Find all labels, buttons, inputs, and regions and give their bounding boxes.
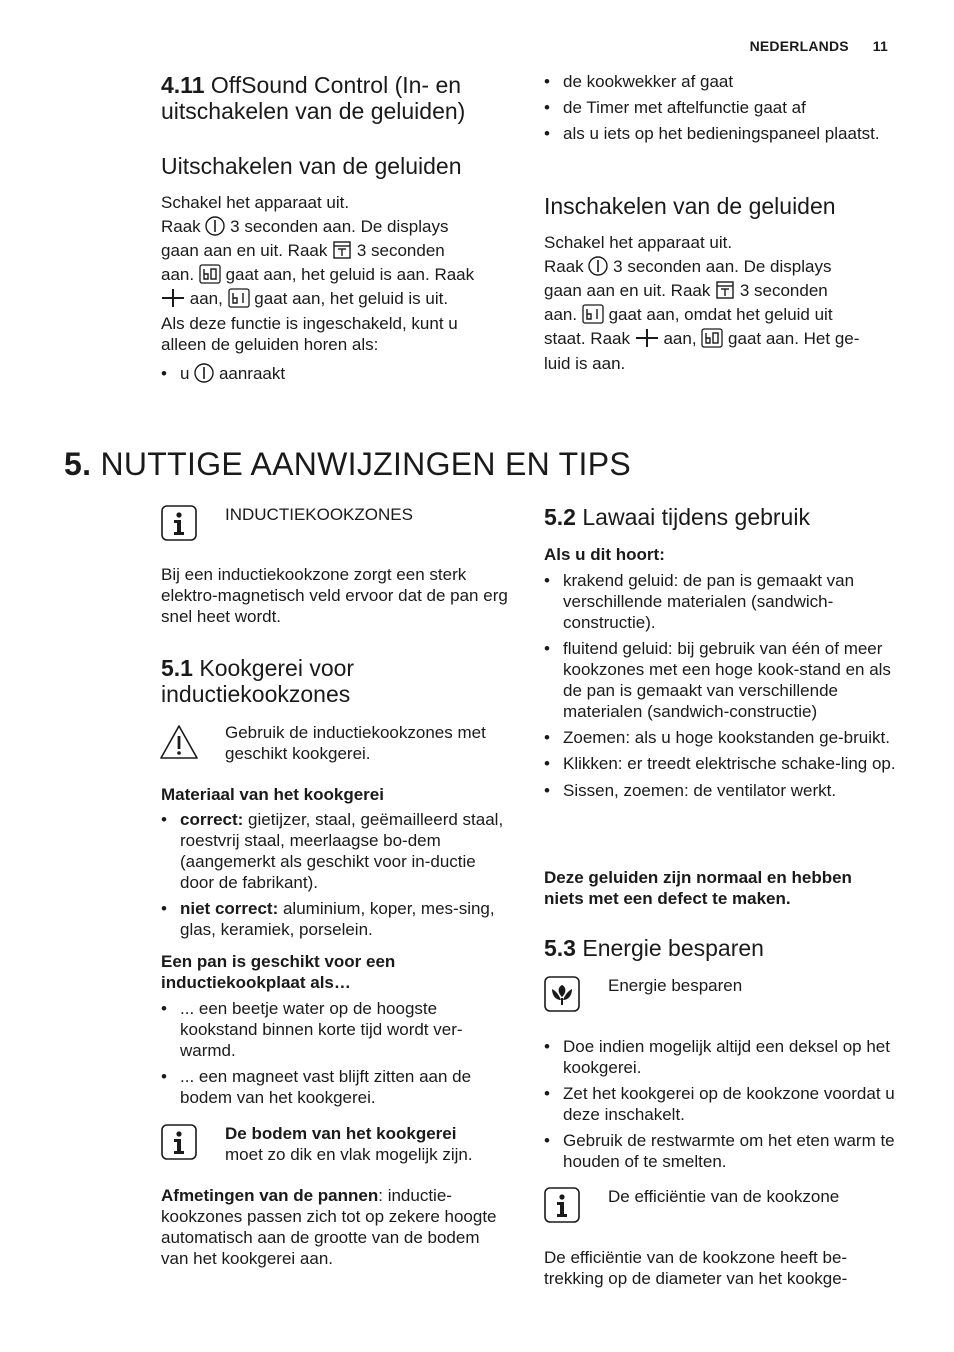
- subheading-sound-off: Uitschakelen van de geluiden: [161, 153, 462, 179]
- plus-icon: [635, 328, 659, 348]
- text-line: aan. gaat aan, omdat het geluid uit: [544, 305, 833, 324]
- section-5-1: [161, 655, 513, 707]
- power-icon: [588, 256, 608, 276]
- list-item: • u aanraakt: [161, 363, 521, 384]
- text-line: staat. Raak aan, gaat aan. Het ge-: [544, 329, 860, 348]
- efficiency-text: De efficiëntie van de kookzone heeft be-trekking op de diameter van het kookge-: [544, 1248, 848, 1288]
- header-language: NEDERLANDS: [749, 38, 849, 54]
- list-item: • Sissen, zoemen: de ventilator werkt.: [544, 780, 896, 801]
- text-line: alleen de geluiden horen als:: [161, 335, 379, 354]
- list-item: • fluitend geluid: bij gebruik van één of meer kookzones met een hoge kook-stand en als de pan is gemaakt van verschillende materialen (sandwich-constructie): [544, 638, 896, 722]
- list-item: • krakend geluid: de pan is gemaakt van verschillende materialen (sandwich-constructie).: [544, 570, 896, 633]
- warning-icon: [159, 724, 199, 760]
- info-icon: [544, 1187, 580, 1223]
- efficiency-label: De efficiëntie van de kookzone: [608, 1187, 840, 1206]
- power-icon: [205, 216, 225, 236]
- chapter-5: [64, 446, 894, 483]
- text-line: aan, gaat aan, het geluid is uit.: [161, 287, 521, 311]
- sound-off-bullets: [161, 363, 521, 389]
- warning-text: Gebruik de inductiekookzones met geschikt kookgerei.: [225, 723, 486, 763]
- pan-dimensions-text: Afmetingen van de pannen: inductie-kookzones passen zich tot op zekere hoogte automatisch aan de grootte van de bodem van het kookgerei aan.: [161, 1186, 497, 1268]
- list-item: • Gebruik de restwarmte om het eten warm te houden of te smelten.: [544, 1130, 896, 1172]
- text-line: gaan aan en uit. Raak 3 seconden: [161, 241, 445, 260]
- sound-off-condition: [161, 313, 521, 355]
- eco-label: Energie besparen: [608, 976, 743, 995]
- display-sound-on-icon: [199, 264, 221, 284]
- text-line: Raak 3 seconden aan. De displays: [544, 257, 832, 276]
- list-item: • als u iets op het bedieningspaneel plaatst.: [544, 123, 894, 144]
- noise-heading: Als u dit hoort:: [544, 545, 665, 564]
- section-5-2: [544, 504, 894, 530]
- section-5-1-heading: [161, 655, 513, 707]
- info-bottom-text: De bodem van het kookgerei moet zo dik en vlak mogelijk zijn.: [225, 1124, 473, 1164]
- text-line: aan. gaat aan, het geluid is aan. Raak: [161, 265, 475, 284]
- energy-list: [544, 1036, 896, 1177]
- sound-off-text: [161, 191, 521, 311]
- chapter-title: NUTTIGE AANWIJZINGEN EN TIPS: [91, 446, 632, 482]
- list-item: • de kookwekker af gaat: [544, 71, 894, 92]
- display-sound-off-icon: [228, 288, 250, 308]
- noise-note: Deze geluiden zijn normaal en hebben niets met een defect te maken.: [544, 868, 852, 908]
- display-sound-off-icon: [582, 304, 604, 324]
- section-4-11-number: 4.11: [161, 72, 205, 98]
- section-4-11: [161, 72, 521, 124]
- page-header: [750, 38, 888, 54]
- section-5-1-number: 5.1: [161, 655, 193, 681]
- page-number: 11: [872, 38, 888, 54]
- subsection-on: [544, 193, 894, 219]
- info-icon: [161, 1124, 197, 1160]
- material-list: [161, 809, 513, 945]
- section-5-3-title: Energie besparen: [575, 935, 764, 961]
- info-icon: [161, 505, 197, 541]
- sound-on-text: [544, 231, 894, 351]
- section-5-3: [544, 935, 894, 961]
- text-line: Schakel het apparaat uit.: [544, 233, 733, 252]
- list-item: • Klikken: er treedt elektrische schake-ling op.: [544, 753, 896, 774]
- subheading-sound-on: Inschakelen van de geluiden: [544, 193, 836, 219]
- sound-exceptions-list: [544, 71, 894, 149]
- noise-list: [544, 570, 896, 806]
- list-item: • Zoemen: als u hoge kookstanden ge-bruikt.: [544, 727, 896, 748]
- power-icon: [194, 363, 214, 383]
- section-5-2-number: 5.2: [544, 504, 576, 530]
- text-line: luid is aan.: [544, 354, 626, 373]
- section-5-3-number: 5.3: [544, 935, 576, 961]
- info-induction-label: INDUCTIEKOOKZONES: [225, 505, 413, 524]
- section-4-11-heading: [161, 72, 521, 124]
- list-item: • ... een beetje water op de hoogste kookstand binnen korte tijd wordt ver-warmd.: [161, 998, 513, 1061]
- section-4-11-title: OffSound Control (In- en uitschakelen van de geluiden): [161, 72, 466, 124]
- list-item: • ... een magneet vast blijft zitten aan de bodem van het kookgerei.: [161, 1066, 513, 1108]
- eco-leaf-icon: [544, 976, 580, 1012]
- plus-icon: [161, 288, 185, 308]
- induction-intro: Bij een inductiekookzone zorgt een sterk elektro-magnetisch veld ervoor dat de pan erg snel heet wordt.: [161, 565, 508, 626]
- sound-on-end: [544, 353, 894, 374]
- list-item: • Doe indien mogelijk altijd een deksel op het kookgerei.: [544, 1036, 896, 1078]
- timer-icon: [332, 240, 352, 260]
- text-line: Schakel het apparaat uit.: [161, 193, 350, 212]
- section-5-1-title: Kookgerei voor inductiekookzones: [161, 655, 355, 707]
- subsection-off: [161, 153, 521, 179]
- list-item: • Zet het kookgerei op de kookzone voordat u deze inschakelt.: [544, 1083, 896, 1125]
- chapter-number: 5.: [64, 446, 92, 482]
- text-line: Raak 3 seconden aan. De displays: [161, 217, 449, 236]
- text-line: Als deze functie is ingeschakeld, kunt u: [161, 314, 458, 333]
- section-5-3-heading: [544, 935, 894, 961]
- display-sound-on-icon: [701, 328, 723, 348]
- list-item: • de Timer met aftelfunctie gaat af: [544, 97, 894, 118]
- list-item: • correct: gietijzer, staal, geëmailleerd staal, roestvrij staal, meerlaagse bo-dem (aangemerkt als geschikt voor in-ductie door de fabrikant).: [161, 809, 513, 893]
- material-heading: Materiaal van het kookgerei: [161, 785, 384, 804]
- section-5-2-heading: [544, 504, 894, 530]
- text-line: gaan aan en uit. Raak 3 seconden: [544, 281, 828, 300]
- timer-icon: [715, 280, 735, 300]
- section-5-2-title: Lawaai tijdens gebruik: [575, 504, 810, 530]
- list-item: • niet correct: aluminium, koper, mes-sing, glas, keramiek, porselein.: [161, 898, 513, 940]
- pan-suitable-heading: Een pan is geschikt voor een inductiekookplaat als…: [161, 952, 396, 992]
- chapter-5-heading: [64, 446, 894, 483]
- pan-suitable-list: [161, 998, 513, 1113]
